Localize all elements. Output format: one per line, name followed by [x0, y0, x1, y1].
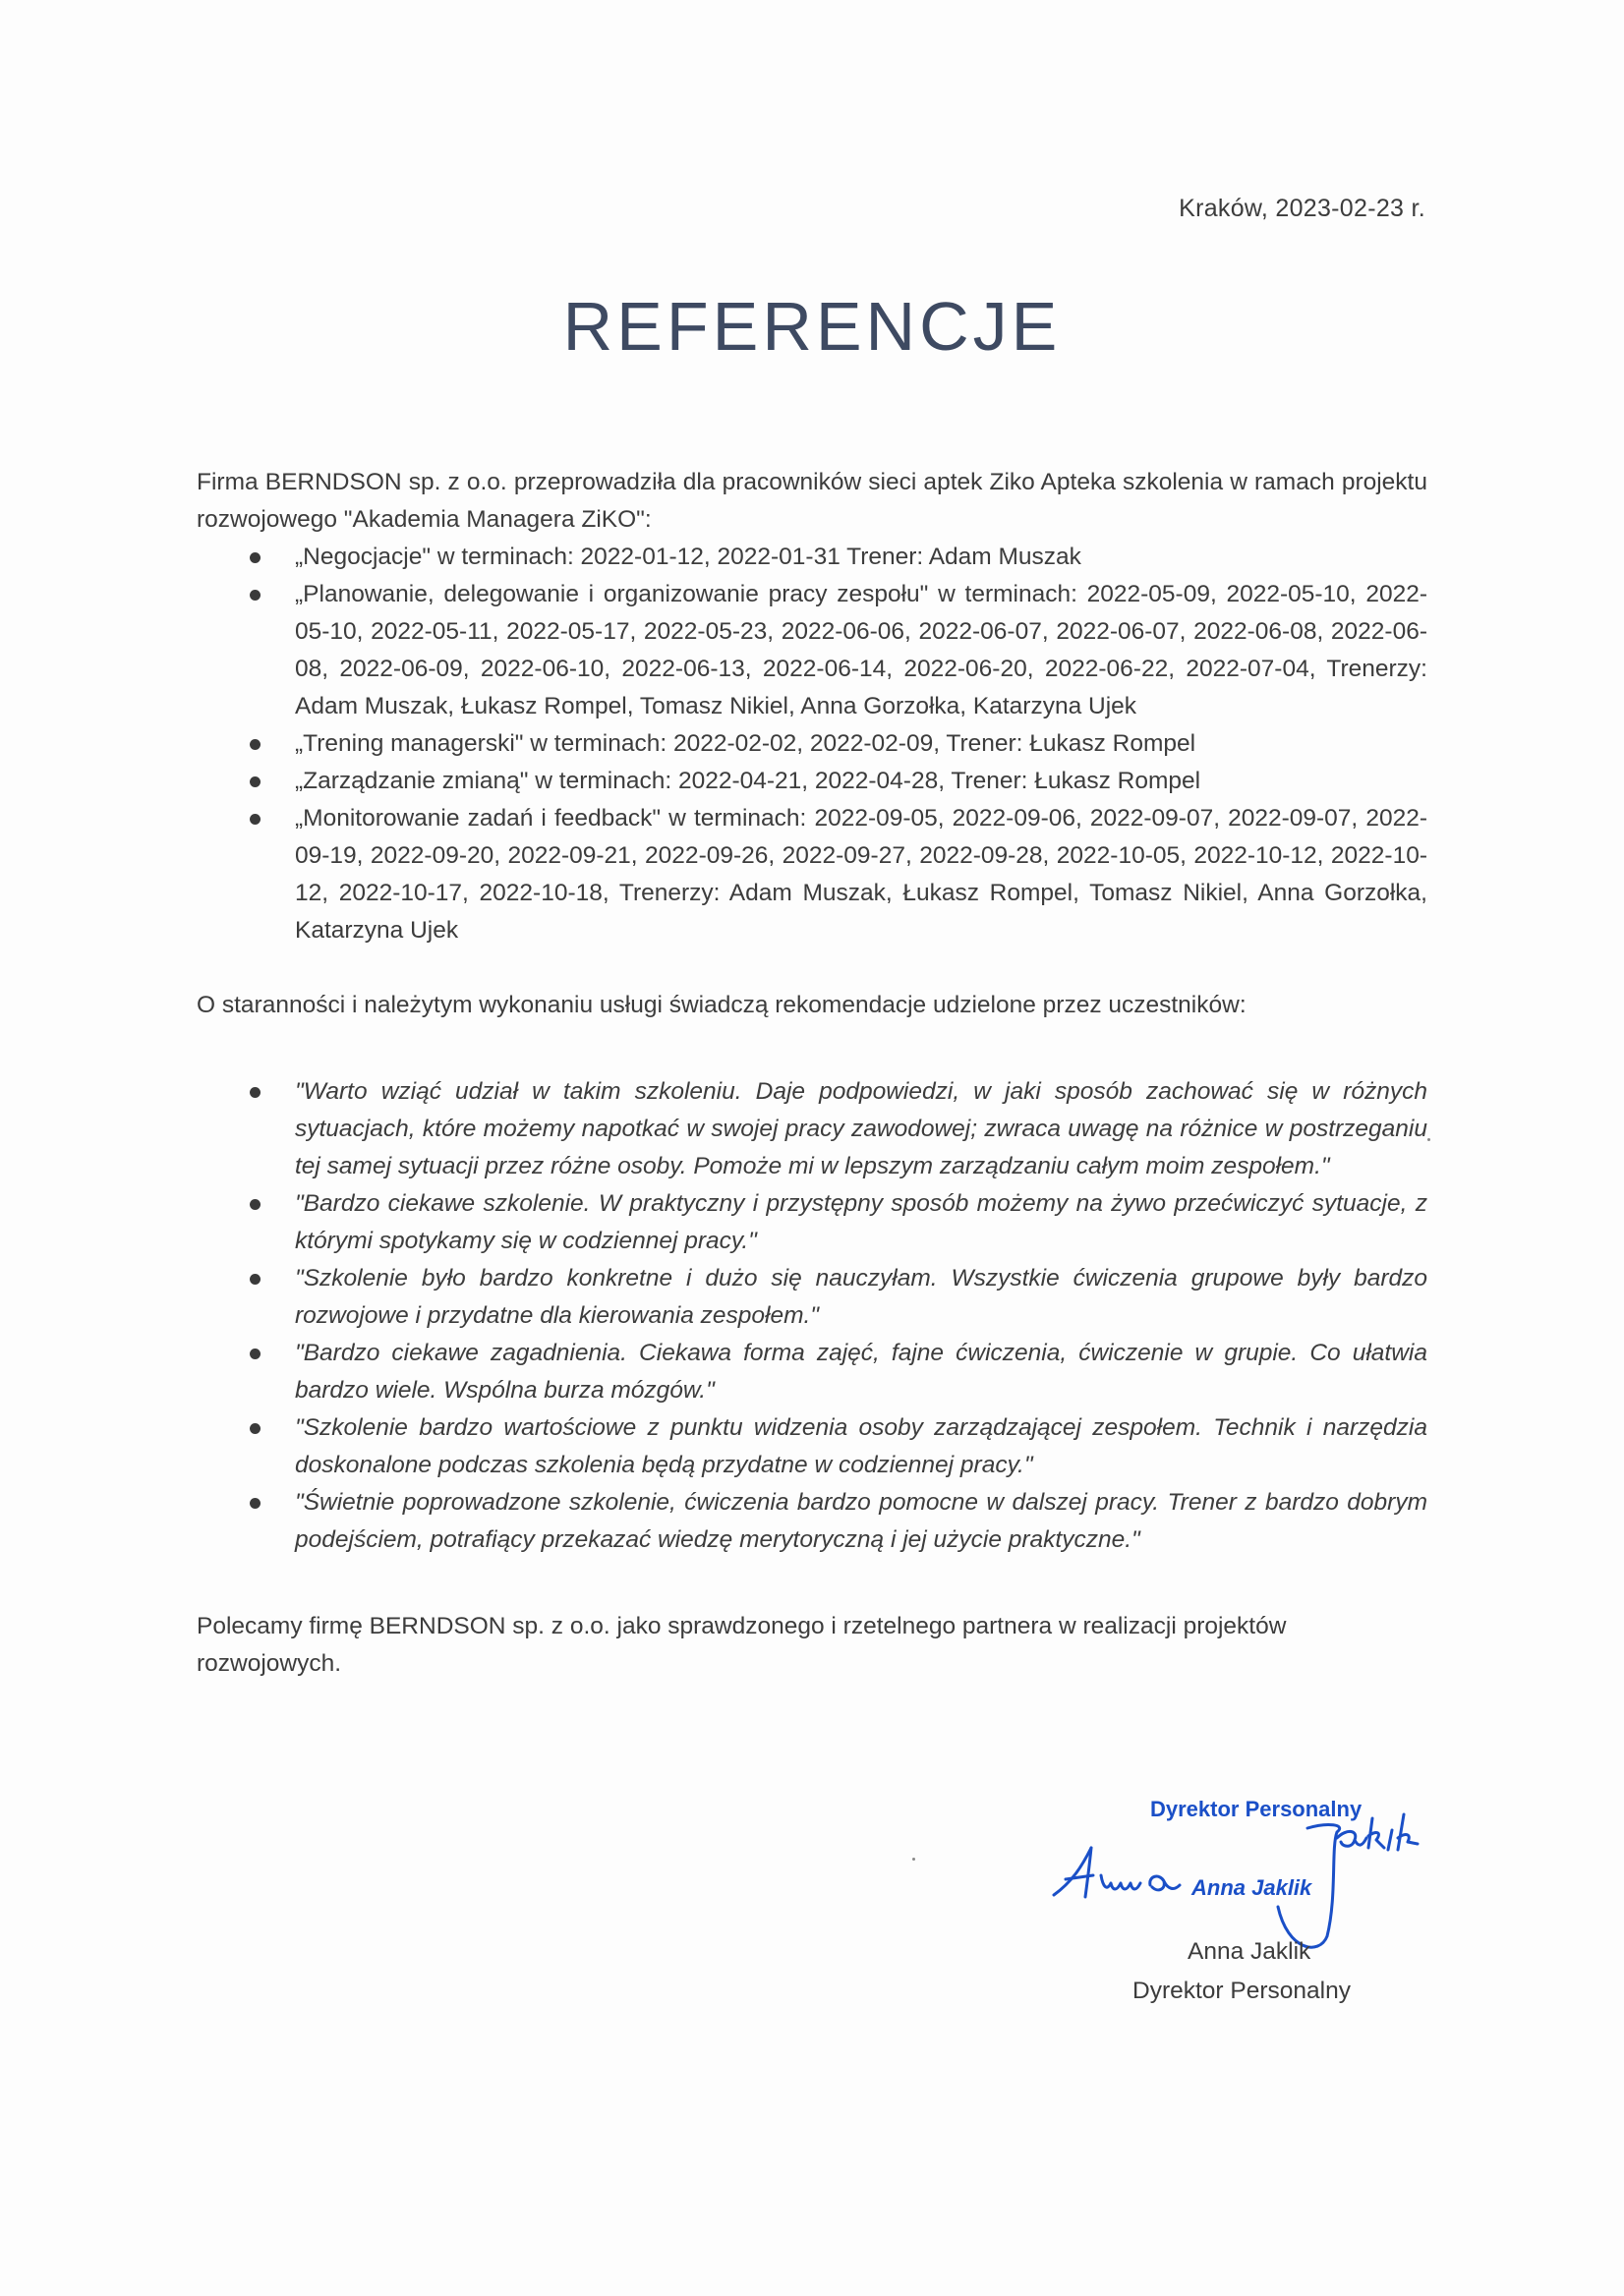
closing-paragraph: Polecamy firmę BERNDSON sp. z o.o. jako sprawdzonego i rzetelnego partnera w realizacji projektów rozwojowych.	[197, 1613, 1287, 1677]
testimonial-text: "Świetnie poprowadzone szkolenie, ćwiczenia bardzo pomocne w dalszej pracy. Trener z bardzo dobrym podejściem, potrafiący przekazać wiedzę merytoryczną i jej użycie praktyczne."	[295, 1489, 1427, 1553]
training-item	[197, 725, 1427, 763]
scan-speck	[912, 1858, 915, 1861]
stamp-name: Anna Jaklik	[1191, 1875, 1312, 1900]
testimonial-item	[197, 1185, 1427, 1260]
testimonial-text: "Bardzo ciekawe zagadnienia. Ciekawa forma zajęć, fajne ćwiczenia, ćwiczenie w grupie. Co ułatwia bardzo wiele. Wspólna burza mózgów."	[295, 1340, 1427, 1404]
scan-speck	[1427, 1138, 1430, 1141]
testimonial-item	[197, 1260, 1427, 1335]
training-item	[197, 763, 1427, 800]
testimonial-text: "Bardzo ciekawe szkolenie. W praktyczny i przystępny sposób możemy na żywo przećwiczyć sytuacje, z którymi spotykamy się w codziennej pracy."	[295, 1190, 1427, 1254]
testimonial-text: "Szkolenie bardzo wartościowe z punktu widzenia osoby zarządzającej zespołem. Technik i narzędzia doskonalone podczas szkolenia będą przydatne w codziennej pracy."	[295, 1414, 1427, 1478]
training-item	[197, 539, 1427, 576]
bullet-icon	[250, 1349, 261, 1359]
testimonial-item	[197, 1073, 1427, 1185]
testimonial-text: "Szkolenie było bardzo konkretne i dużo się nauczyłam. Wszystkie ćwiczenia grupowe były bardzo rozwojowe i przydatne dla kierowania zespołem."	[295, 1265, 1427, 1329]
testimonial-list	[197, 1073, 1427, 1559]
training-text: „Planowanie, delegowanie i organizowanie pracy zespołu" w terminach: 2022-05-09, 2022-05-10, 2022-05-10, 2022-05-11, 2022-05-17, 2022-05-23, 2022-06-06, 2022-06-07, 2022-06-07, 2022-06-08, 2022-06-08, 2022-06-09, 2022-06-10, 2022-06-13, 2022-06-14, 2022-06-20, 2022-06-22, 2022-07-04, Trenerzy: Adam Muszak, Łukasz Rompel, Tomasz Nikiel, Anna Gorzołka, Katarzyna Ujek	[295, 581, 1427, 719]
bullet-icon	[250, 1498, 261, 1509]
bullet-icon	[250, 1087, 261, 1098]
testimonial-item	[197, 1409, 1427, 1484]
bullet-icon	[250, 552, 261, 563]
document-title: REFERENCJE	[562, 288, 1062, 365]
training-text: „Zarządzanie zmianą" w terminach: 2022-04-21, 2022-04-28, Trener: Łukasz Rompel	[295, 768, 1201, 794]
training-item	[197, 800, 1427, 949]
testimonial-text: "Warto wziąć udział w takim szkoleniu. Daje podpowiedzi, w jaki sposób zachować się w różnych sytuacjach, które możemy napotkać w swojej pracy zawodowej; zwraca uwagę na różnice w postrzeganiu tej samej sytuacji przez różne osoby. Pomoże mi w lepszym zarządzaniu całym moim zespołem."	[295, 1078, 1427, 1179]
signer-name: Anna Jaklik	[1188, 1938, 1311, 1965]
bullet-icon	[250, 1423, 261, 1434]
bullet-icon	[250, 739, 261, 750]
bullet-icon	[250, 814, 261, 825]
testimonial-item	[197, 1484, 1427, 1559]
intro-paragraph: Firma BERNDSON sp. z o.o. przeprowadziła dla pracowników sieci aptek Ziko Apteka szkolenia w ramach projektu rozwojowego "Akademia Managera ZiKO":	[197, 469, 1427, 533]
signer-role: Dyrektor Personalny	[1132, 1978, 1351, 2004]
bullet-icon	[250, 1274, 261, 1285]
training-list	[197, 539, 1427, 949]
testimonial-item	[197, 1335, 1427, 1409]
training-text: „Trening managerski" w terminach: 2022-02-02, 2022-02-09, Trener: Łukasz Rompel	[295, 730, 1196, 757]
document-date: Kraków, 2023-02-23 r.	[1179, 195, 1425, 222]
testimonials-intro: O staranności i należytym wykonaniu usługi świadczą rekomendacje udzielone przez uczestników:	[197, 992, 1247, 1018]
bullet-icon	[250, 590, 261, 601]
training-text: „Monitorowanie zadań i feedback" w terminach: 2022-09-05, 2022-09-06, 2022-09-07, 2022-09-07, 2022-09-19, 2022-09-20, 2022-09-21, 2022-09-26, 2022-09-27, 2022-09-28, 2022-10-05, 2022-10-12, 2022-10-12, 2022-10-17, 2022-10-18, Trenerzy: Adam Muszak, Łukasz Rompel, Tomasz Nikiel, Anna Gorzołka, Katarzyna Ujek	[295, 805, 1427, 944]
bullet-icon	[250, 1199, 261, 1210]
stamp-title: Dyrektor Personalny	[1150, 1797, 1363, 1821]
training-text: „Negocjacje" w terminach: 2022-01-12, 2022-01-31 Trener: Adam Muszak	[295, 544, 1081, 570]
document-body	[197, 464, 1427, 1683]
training-item	[197, 576, 1427, 725]
bullet-icon	[250, 776, 261, 787]
